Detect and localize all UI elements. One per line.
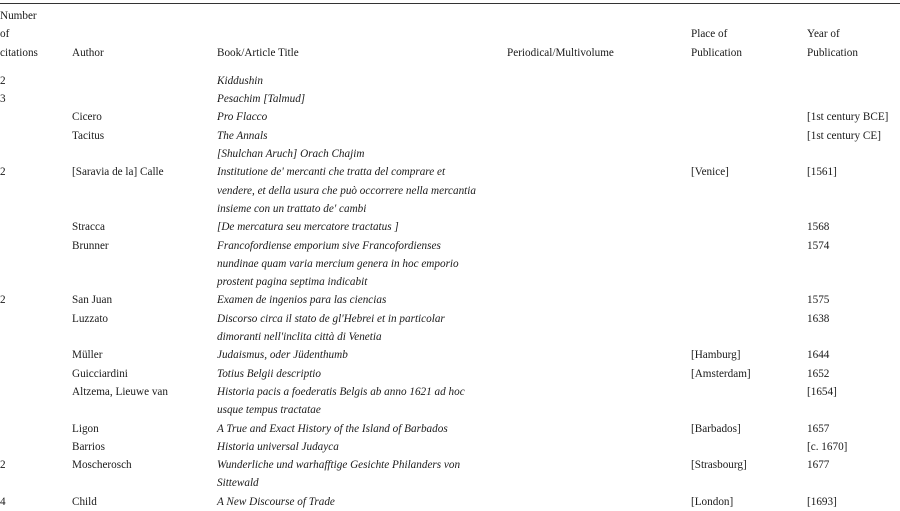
cell-place [691, 90, 807, 108]
table-row [0, 218, 900, 236]
cell-periodical [507, 237, 691, 292]
cell-author: San Juan [72, 294, 113, 307]
cell-citations [0, 145, 72, 163]
cell-year: 1644 [807, 349, 830, 362]
cell-title [217, 145, 507, 163]
table-row [0, 291, 900, 309]
cell-periodical [507, 72, 691, 90]
cell-periodical [507, 108, 691, 126]
cell-periodical [507, 90, 691, 108]
cell-year: 1574 [807, 239, 830, 252]
cell-title [217, 108, 507, 126]
cell-year: [1561] [807, 166, 837, 179]
cell-periodical [507, 456, 691, 493]
table-row [0, 237, 900, 292]
cell-author: Altzema, Lieuwe van [72, 385, 168, 398]
title-text: Wunderliche und warhafftige Gesichte Philanders von Sittewald [217, 459, 461, 490]
cell-year [807, 145, 900, 163]
cell-title [217, 218, 507, 236]
title-text: Judaismus, oder Jüdenthumb [217, 349, 348, 362]
cell-title [217, 90, 507, 108]
cell-place [691, 291, 807, 309]
cell-author: Brunner [72, 239, 109, 252]
cell-year: [1st century BCE] [807, 111, 889, 124]
cell-year: [1st century CE] [807, 129, 881, 142]
citations-table [0, 7, 900, 511]
cell-citations: 4 [0, 495, 6, 508]
cell-place: [Barbados] [691, 422, 741, 435]
table-row [0, 346, 900, 364]
cell-citations [0, 383, 72, 420]
table-row [0, 493, 900, 511]
cell-place: [London] [691, 495, 734, 508]
cell-place [691, 438, 807, 456]
title-text: Institutione de' mercanti che tratta del comprare et vendere, et della usura che può occorrere nella mercantia insieme con un trattato de' cambi [217, 166, 476, 215]
table-row [0, 383, 900, 420]
cell-periodical [507, 145, 691, 163]
cell-periodical [507, 438, 691, 456]
cell-citations [0, 438, 72, 456]
cell-citations [0, 365, 72, 383]
cell-title [217, 420, 507, 438]
cell-author: Luzzato [72, 312, 109, 325]
cell-author [72, 90, 217, 108]
cell-year: [1693] [807, 495, 837, 508]
cell-place [691, 127, 807, 145]
title-text: Historia universal Judayca [217, 440, 339, 453]
cell-place [691, 310, 807, 347]
cell-place: [Amsterdam] [691, 367, 751, 380]
cell-citations [0, 346, 72, 364]
cell-title [217, 346, 507, 364]
table-row [0, 310, 900, 347]
cell-periodical [507, 420, 691, 438]
cell-citations [0, 420, 72, 438]
cell-place: [Venice] [691, 166, 729, 179]
table-row [0, 420, 900, 438]
cell-periodical [507, 291, 691, 309]
cell-title [217, 310, 507, 347]
title-text: A New Discourse of Trade [217, 495, 335, 508]
cell-year: 1575 [807, 294, 830, 307]
title-text: Totius Belgii descriptio [217, 367, 322, 380]
title-text: [De mercatura seu mercatore tractatus ] [217, 221, 399, 234]
cell-title [217, 72, 507, 90]
table-row [0, 145, 900, 163]
title-text: Francofordiense emporium sive Francofordienses nundinae quam varia mercium genera in hoc emporio prostent pagina septima indicabit [217, 239, 459, 289]
header-title: Book/Article Title [217, 46, 299, 59]
cell-year: 1638 [807, 312, 830, 325]
cell-periodical [507, 218, 691, 236]
title-text: Discorso circa il stato de gl'Hebrei et in particolar dimoranti nell'inclita città di Venetia [217, 312, 445, 344]
table-row [0, 438, 900, 456]
header-citations: Number of citations [0, 10, 38, 59]
title-text: Examen de ingenios para las ciencias [217, 294, 387, 307]
cell-year: 1657 [807, 422, 830, 435]
table-row [0, 90, 900, 108]
header-year: Year of Publication [807, 28, 858, 59]
header-row [0, 7, 900, 72]
title-text: Historia pacis a foederatis Belgis ab anno 1621 ad hoc usque tempus tractatae [217, 385, 465, 417]
table-row [0, 163, 900, 218]
table-row [0, 108, 900, 126]
cell-author [72, 145, 217, 163]
cell-citations [0, 218, 72, 236]
cell-year: [c. 1670] [807, 440, 848, 453]
cell-author [72, 72, 217, 90]
cell-citations [0, 310, 72, 347]
cell-title [217, 383, 507, 420]
cell-author: Ligon [72, 422, 99, 435]
cell-periodical [507, 346, 691, 364]
cell-year [807, 72, 900, 90]
table-row [0, 72, 900, 90]
cell-periodical [507, 383, 691, 420]
cell-year [807, 90, 900, 108]
cell-author: Tacitus [72, 129, 105, 142]
title-text: Pesachim [Talmud] [217, 93, 306, 106]
cell-title [217, 438, 507, 456]
top-rule [0, 3, 900, 4]
title-text: Pro Flacco [217, 111, 268, 124]
cell-place: [Strasbourg] [691, 459, 747, 472]
table-row [0, 127, 900, 145]
cell-citations [0, 127, 72, 145]
cell-periodical [507, 163, 691, 218]
title-text: A True and Exact History of the Island of Barbados [217, 422, 448, 435]
cell-citations: 3 [0, 93, 6, 106]
cell-author: Cicero [72, 111, 102, 124]
table-row [0, 456, 900, 493]
cell-author: Barrios [72, 440, 105, 453]
cell-title [217, 456, 507, 493]
cell-title [217, 237, 507, 292]
cell-author: Child [72, 495, 97, 508]
cell-periodical [507, 127, 691, 145]
cell-periodical [507, 493, 691, 511]
header-place: Place of Publication [691, 28, 742, 59]
cell-title [217, 163, 507, 218]
cell-citations [0, 108, 72, 126]
cell-place [691, 145, 807, 163]
cell-year: 1568 [807, 221, 830, 234]
cell-year: [1654] [807, 385, 837, 398]
cell-citations: 2 [0, 166, 6, 179]
cell-author: Müller [72, 349, 103, 362]
header-author: Author [72, 46, 104, 59]
cell-year: 1652 [807, 367, 830, 380]
header-periodical: Periodical/Multivolume [507, 46, 614, 59]
cell-author: Stracca [72, 221, 105, 234]
cell-place [691, 383, 807, 420]
title-text: The Annals [217, 129, 268, 142]
cell-title [217, 127, 507, 145]
title-text: [Shulchan Aruch] Orach Chajim [217, 148, 365, 161]
cell-place [691, 72, 807, 90]
cell-citations: 2 [0, 459, 6, 472]
cell-citations: 2 [0, 294, 6, 307]
cell-title [217, 493, 507, 511]
table-body [0, 72, 900, 511]
table-row [0, 365, 900, 383]
cell-citations [0, 237, 72, 292]
cell-periodical [507, 310, 691, 347]
cell-place: [Hamburg] [691, 349, 741, 362]
cell-author: [Saravia de la] Calle [72, 166, 164, 179]
cell-title [217, 291, 507, 309]
cell-title [217, 365, 507, 383]
title-text: Kiddushin [217, 74, 264, 87]
cell-citations: 2 [0, 74, 6, 87]
cell-place [691, 108, 807, 126]
cell-author: Guicciardini [72, 367, 128, 380]
cell-author: Moscherosch [72, 459, 132, 472]
cell-place [691, 218, 807, 236]
cell-place [691, 237, 807, 292]
cell-year: 1677 [807, 459, 830, 472]
cell-periodical [507, 365, 691, 383]
